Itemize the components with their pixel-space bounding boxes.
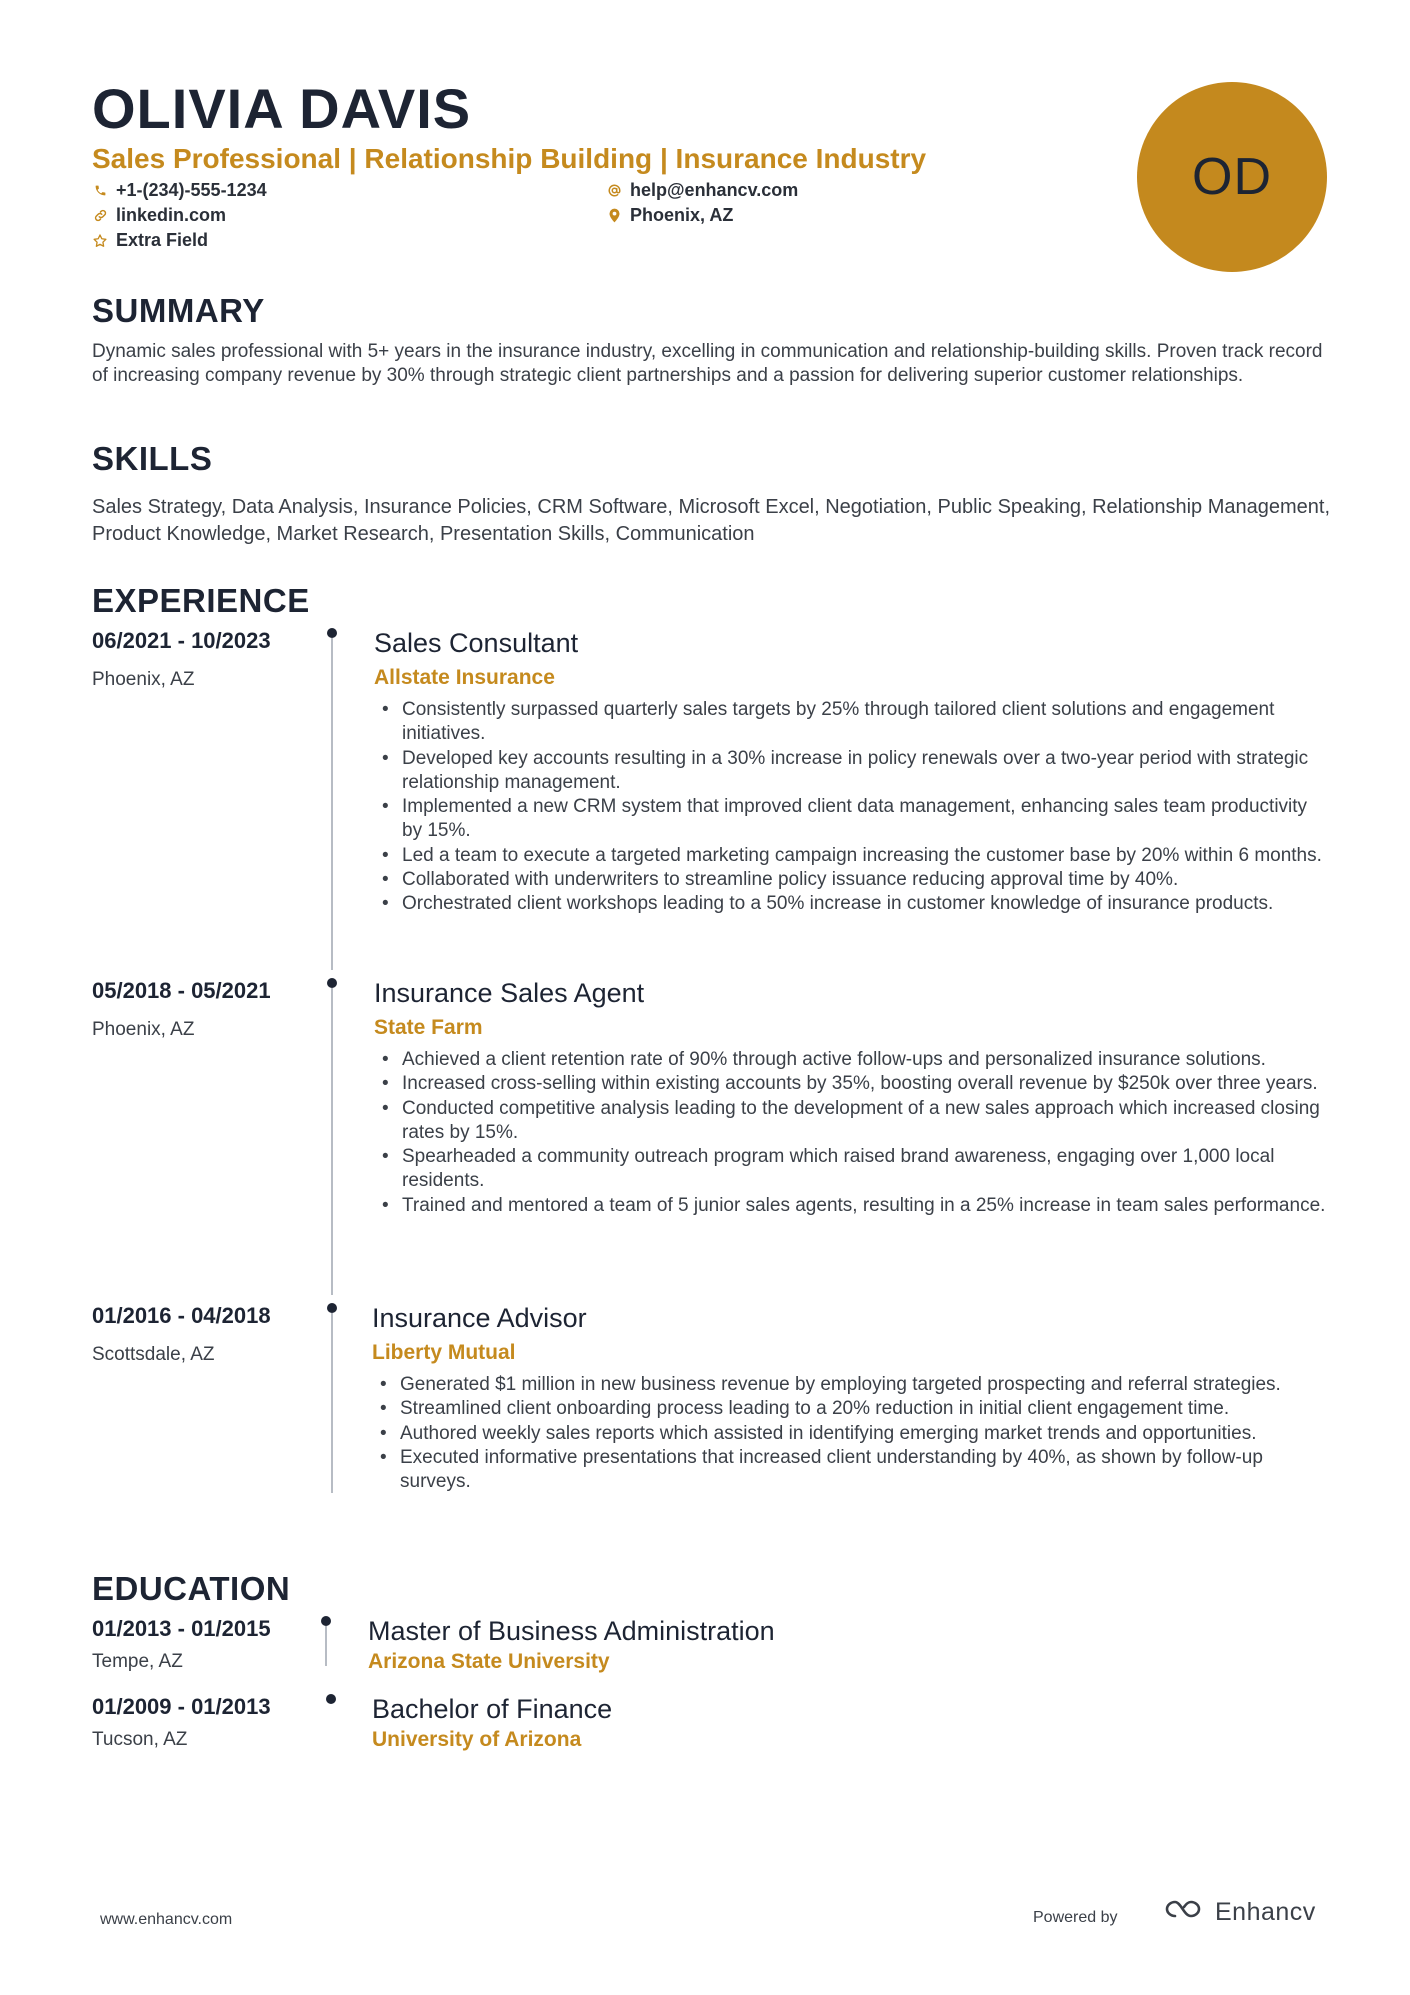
bullet-item: • Achieved a client retention rate of 90% through active follow-ups and personalized insurance solutions. xyxy=(402,1048,1332,1072)
timeline-dot xyxy=(326,1694,336,1704)
experience-entry xyxy=(92,628,1342,970)
timeline-dot xyxy=(327,978,337,988)
contact-phone[interactable] xyxy=(92,180,267,201)
bullet-item: • Authored weekly sales reports which assisted in identifying emerging market trends and opportunities. xyxy=(400,1422,1330,1446)
timeline-line xyxy=(331,988,333,1295)
contact-location xyxy=(606,205,733,226)
contact-linkedin[interactable] xyxy=(92,205,226,226)
email-text: help@enhancv.com xyxy=(630,180,799,200)
extra-field-text: Extra Field xyxy=(116,230,209,250)
bullet-item: • Trained and mentored a team of 5 junior sales agents, resulting in a 25% increase in team sales performance. xyxy=(402,1194,1332,1218)
enhancv-brand[interactable] xyxy=(1153,1897,1316,1928)
experience-company: Liberty Mutual xyxy=(372,1341,516,1364)
phone-icon xyxy=(92,183,108,199)
experience-heading: EXPERIENCE xyxy=(92,582,310,619)
education-entry xyxy=(92,1616,1342,1686)
bullet-item: • Conducted competitive analysis leading to the development of a new sales approach which increased closing rates by 15%. xyxy=(402,1097,1332,1146)
timeline-line xyxy=(325,1626,327,1666)
experience-dates: 06/2021 - 10/2023 xyxy=(92,628,271,653)
star-icon xyxy=(92,233,108,249)
education-degree: Bachelor of Finance xyxy=(372,1694,613,1724)
education-dates: 01/2013 - 01/2015 xyxy=(92,1616,271,1641)
experience-location: Scottsdale, AZ xyxy=(92,1344,215,1365)
footer-url[interactable]: www.enhancv.com xyxy=(100,1911,233,1928)
skills-text: Sales Strategy, Data Analysis, Insurance Policies, CRM Software, Microsoft Excel, Negotiation, Public Speaking, Relationship Management, Product Knowledge, Market Research, Presentation Skills, Communication xyxy=(92,496,1330,545)
experience-company: State Farm xyxy=(374,1016,483,1039)
contact-extra xyxy=(92,230,208,251)
bullet-item: • Spearheaded a community outreach program which raised brand awareness, engaging over 1,000 local residents. xyxy=(402,1145,1332,1194)
bullet-item: • Implemented a new CRM system that improved client data management, enhancing sales team productivity by 15%. xyxy=(402,795,1332,844)
education-location: Tempe, AZ xyxy=(92,1651,183,1672)
brand-name: Enhancv xyxy=(1215,1898,1316,1926)
bullet-item: • Streamlined client onboarding process leading to a 20% reduction in initial client engagement time. xyxy=(400,1397,1330,1421)
contact-email[interactable] xyxy=(606,180,798,201)
bullet-item: • Collaborated with underwriters to streamline policy issuance reducing approval time by 40%. xyxy=(402,868,1332,892)
experience-role: Insurance Sales Agent xyxy=(374,978,645,1008)
education-degree: Master of Business Administration xyxy=(368,1616,775,1646)
education-dates: 01/2009 - 01/2013 xyxy=(92,1694,271,1719)
summary-text: Dynamic sales professional with 5+ years in the insurance industry, excelling in communication and relationship-building skills. Proven track record of increasing company revenue by 30% through strategic client partnerships and a passion for delivering superior customer relationships. xyxy=(92,341,1323,386)
location-pin-icon xyxy=(606,208,622,224)
bullet-item: • Led a team to execute a targeted marketing campaign increasing the customer base by 20% within 6 months. xyxy=(402,844,1332,868)
bullet-item: • Increased cross-selling within existing accounts by 35%, boosting overall revenue by $250k over three years. xyxy=(402,1072,1332,1096)
bullet-item: • Developed key accounts resulting in a 30% increase in policy renewals over a two-year period with strategic relationship management. xyxy=(402,747,1332,796)
linkedin-text: linkedin.com xyxy=(116,205,227,225)
link-icon xyxy=(92,208,108,224)
experience-location: Phoenix, AZ xyxy=(92,1019,195,1040)
summary-heading: SUMMARY xyxy=(92,292,265,329)
bullet-item: • Executed informative presentations that increased client understanding by 40%, as shown by follow-up surveys. xyxy=(400,1446,1330,1495)
experience-role: Sales Consultant xyxy=(374,628,579,658)
skills-heading: SKILLS xyxy=(92,440,213,477)
education-heading: EDUCATION xyxy=(92,1570,291,1607)
experience-dates: 05/2018 - 05/2021 xyxy=(92,978,271,1003)
experience-bullets xyxy=(374,698,1332,917)
experience-bullets xyxy=(372,1373,1330,1494)
experience-company: Allstate Insurance xyxy=(374,666,555,689)
location-text: Phoenix, AZ xyxy=(630,205,734,225)
education-school: Arizona State University xyxy=(368,1650,610,1673)
education-location: Tucson, AZ xyxy=(92,1729,188,1750)
candidate-headline: Sales Professional | Relationship Building | Insurance Industry xyxy=(92,143,927,174)
timeline-line xyxy=(331,638,333,970)
bullet-item: • Consistently surpassed quarterly sales targets by 25% through tailored client solutions and engagement initiatives. xyxy=(402,698,1332,747)
candidate-name: OLIVIA DAVIS xyxy=(92,77,472,140)
experience-location: Phoenix, AZ xyxy=(92,669,195,690)
powered-by-label: Powered by xyxy=(1033,1909,1118,1926)
timeline-dot xyxy=(327,628,337,638)
enhancv-logo-icon xyxy=(1161,1897,1207,1928)
timeline-dot xyxy=(327,1303,337,1313)
experience-bullets xyxy=(374,1048,1332,1218)
at-icon xyxy=(606,183,622,199)
experience-role: Insurance Advisor xyxy=(372,1303,587,1333)
contact-list xyxy=(92,180,852,260)
education-entry xyxy=(92,1694,1342,1764)
education-school: University of Arizona xyxy=(372,1728,582,1751)
experience-dates: 01/2016 - 04/2018 xyxy=(92,1303,271,1328)
phone-text: +1-(234)-555-1234 xyxy=(116,180,267,200)
experience-entry xyxy=(92,978,1342,1295)
avatar-initials: OD xyxy=(1192,148,1272,206)
timeline-line xyxy=(331,1313,333,1493)
timeline-dot xyxy=(321,1616,331,1626)
bullet-item: • Orchestrated client workshops leading to a 50% increase in customer knowledge of insurance products. xyxy=(402,892,1332,916)
experience-entry xyxy=(92,1303,1342,1553)
avatar xyxy=(1137,82,1327,272)
bullet-item: • Generated $1 million in new business revenue by employing targeted prospecting and referral strategies. xyxy=(400,1373,1330,1397)
